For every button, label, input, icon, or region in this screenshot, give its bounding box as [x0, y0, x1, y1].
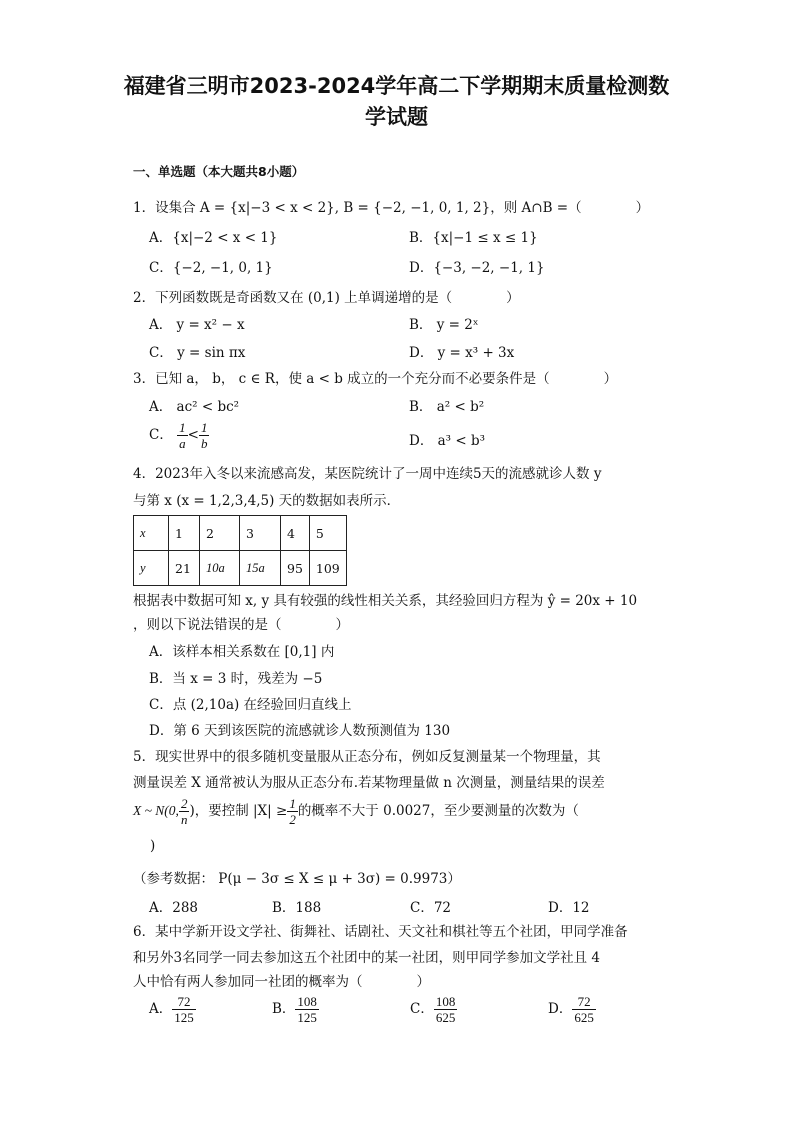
- q5-frac-den: n: [180, 812, 188, 827]
- q6-option-b: [272, 994, 319, 1025]
- table-cell: 15a: [240, 551, 281, 586]
- q6-a-frac: [172, 994, 196, 1025]
- q5-option-b: B．188: [272, 900, 322, 916]
- q4-after-line2: ，则以下说法错误的是（ ）: [133, 617, 349, 633]
- table-cell: 2: [200, 516, 240, 551]
- q2-option-d: D． y = x³ + 3x: [409, 345, 515, 361]
- q6-line1: 6．某中学新开设文学社、街舞社、话剧社、天文社和棋社等五个社团，甲同学准备: [133, 924, 628, 940]
- q2-option-c: C． y = sin πx: [149, 345, 246, 361]
- q3-option-d: D． a³ < b³: [409, 433, 486, 449]
- q6-a-num: 72: [172, 994, 196, 1010]
- q5-reference: （参考数据： P(μ − 3σ ≤ X ≤ μ + 3σ) = 0.9973）: [133, 871, 461, 887]
- table-cell: 10a: [200, 551, 240, 586]
- table-cell: 5: [309, 516, 346, 551]
- q6-a-label: A．: [149, 1001, 173, 1017]
- q3-c-frac2: [199, 420, 210, 451]
- q4-option-c: C．点 (2,10a) 在经验回归直线上: [149, 697, 352, 713]
- q1-option-b: B．{x|−1 ≤ x ≤ 1}: [409, 230, 538, 246]
- table-row: [134, 551, 347, 586]
- q3-option-b: B． a² < b²: [409, 399, 485, 415]
- q3-c-lt: <: [187, 427, 199, 443]
- q3-c-label: C．: [149, 427, 173, 443]
- q3-c-frac2-den: b: [200, 436, 208, 451]
- q4-stem-line2: 与第 x (x = 1,2,3,4,5) 天的数据如表所示．: [133, 493, 401, 509]
- table-cell: 95: [281, 551, 310, 586]
- q2-option-a: A． y = x² − x: [149, 317, 245, 333]
- q6-b-den: 125: [297, 1010, 317, 1025]
- section-heading: 一、单选题（本大题共8小题）: [133, 164, 305, 179]
- doc-title-line1: 福建省三明市2023-2024学年高二下学期期末质量检测数: [123, 74, 670, 98]
- q5-tail: 的概率不大于 0.0027，至少要测量的次数为（: [297, 803, 579, 819]
- q4-data-table: [133, 515, 347, 586]
- q4-option-d: D．第 6 天到该医院的流感就诊人数预测值为 130: [149, 723, 451, 739]
- q5-line4: ): [150, 838, 156, 854]
- doc-title-line2: 学试题: [365, 105, 428, 129]
- q5-dist-prefix: X ~ N(0,: [133, 803, 179, 818]
- table-cell: 109: [309, 551, 346, 586]
- q4-option-b: B．当 x = 3 时，残差为 −5: [149, 671, 323, 687]
- q5-mid: )，要控制 |X| ≥: [189, 803, 288, 819]
- q6-b-num: 108: [297, 994, 317, 1009]
- q5-option-a: A．288: [149, 900, 199, 916]
- q1-option-c: C．{−2, −1, 0, 1}: [149, 260, 273, 276]
- q4-after-line1: 根据表中数据可知 x, y 具有较强的线性相关关系，其经验回归方程为 ŷ = 20x + 10: [133, 593, 638, 609]
- q6-option-a: [149, 994, 196, 1025]
- q6-line3: 人中恰有两人参加同一社团的概率为（ ）: [133, 974, 430, 990]
- q4-option-a: A．该样本相关系数在 [0,1] 内: [149, 644, 335, 660]
- q6-d-num: 72: [572, 994, 596, 1010]
- q3-stem: 3．已知 a， b， c ∈ R，使 a < b 成立的一个充分而不必要条件是（ ）: [133, 371, 618, 387]
- q5-frac-half: [287, 796, 298, 827]
- table-cell: 1: [169, 516, 200, 551]
- q6-c-label: C．: [410, 1001, 434, 1017]
- q5-option-d: D．12: [548, 900, 590, 916]
- table-cell: y: [134, 551, 169, 586]
- table-row: [134, 516, 347, 551]
- q3-option-a: A． ac² < bc²: [149, 399, 240, 415]
- q3-c-frac1: [177, 420, 188, 451]
- q3-option-c: [149, 420, 209, 451]
- q6-b-label: B．: [272, 1001, 296, 1017]
- q5-line2: 测量误差 X 通常被认为服从正态分布.若某物理量做 n 次测量，测量结果的误差: [133, 775, 605, 791]
- table-cell: x: [134, 516, 169, 551]
- q5-line1: 5．现实世界中的很多随机变量服从正态分布，例如反复测量某一个物理量，其: [133, 749, 601, 765]
- q6-d-label: D．: [548, 1001, 573, 1017]
- q5-frac2-den: 2: [289, 812, 296, 827]
- q5-line3: [133, 796, 579, 827]
- q3-c-frac1-den: a: [179, 436, 186, 451]
- q3-c-frac1-num: 1: [179, 420, 186, 435]
- q3-c-frac2-num: 1: [200, 420, 208, 435]
- q1-stem: 1．设集合 A = {x|−3 < x < 2}, B = {−2, −1, 0, 1, 2}，则 A∩B =（ ）: [133, 200, 650, 216]
- q6-a-den: 125: [174, 1010, 194, 1025]
- q6-c-den: 625: [435, 1010, 456, 1025]
- q5-frac-2-over-n: [179, 796, 190, 827]
- q1-option-a: A．{x|−2 < x < 1}: [149, 230, 278, 246]
- q5-frac-num: 2: [180, 796, 188, 811]
- table-cell: 4: [281, 516, 310, 551]
- q6-d-frac: [572, 994, 596, 1025]
- q6-d-den: 625: [574, 1010, 594, 1025]
- q6-c-num: 108: [435, 994, 456, 1009]
- q5-frac2-num: 1: [289, 796, 296, 811]
- table-cell: 3: [240, 516, 281, 551]
- table-cell: 21: [169, 551, 200, 586]
- q1-option-d: D．{−3, −2, −1, 1}: [409, 260, 545, 276]
- q6-option-c: [410, 994, 457, 1025]
- q5-option-c: C．72: [410, 900, 452, 916]
- q2-stem: 2．下列函数既是奇函数又在 (0,1) 上单调递增的是（ ）: [133, 290, 520, 306]
- q6-option-d: [548, 994, 596, 1025]
- q2-option-b: B． y = 2ˣ: [409, 317, 479, 333]
- q6-line2: 和另外3名同学一同去参加这五个社团中的某一社团，则甲同学参加文学社且 4: [133, 950, 600, 966]
- q6-b-frac: [295, 994, 319, 1025]
- q6-c-frac: [434, 994, 458, 1025]
- q4-stem-line1: 4．2023年入冬以来流感高发，某医院统计了一周中连续5天的流感就诊人数 y: [133, 466, 602, 482]
